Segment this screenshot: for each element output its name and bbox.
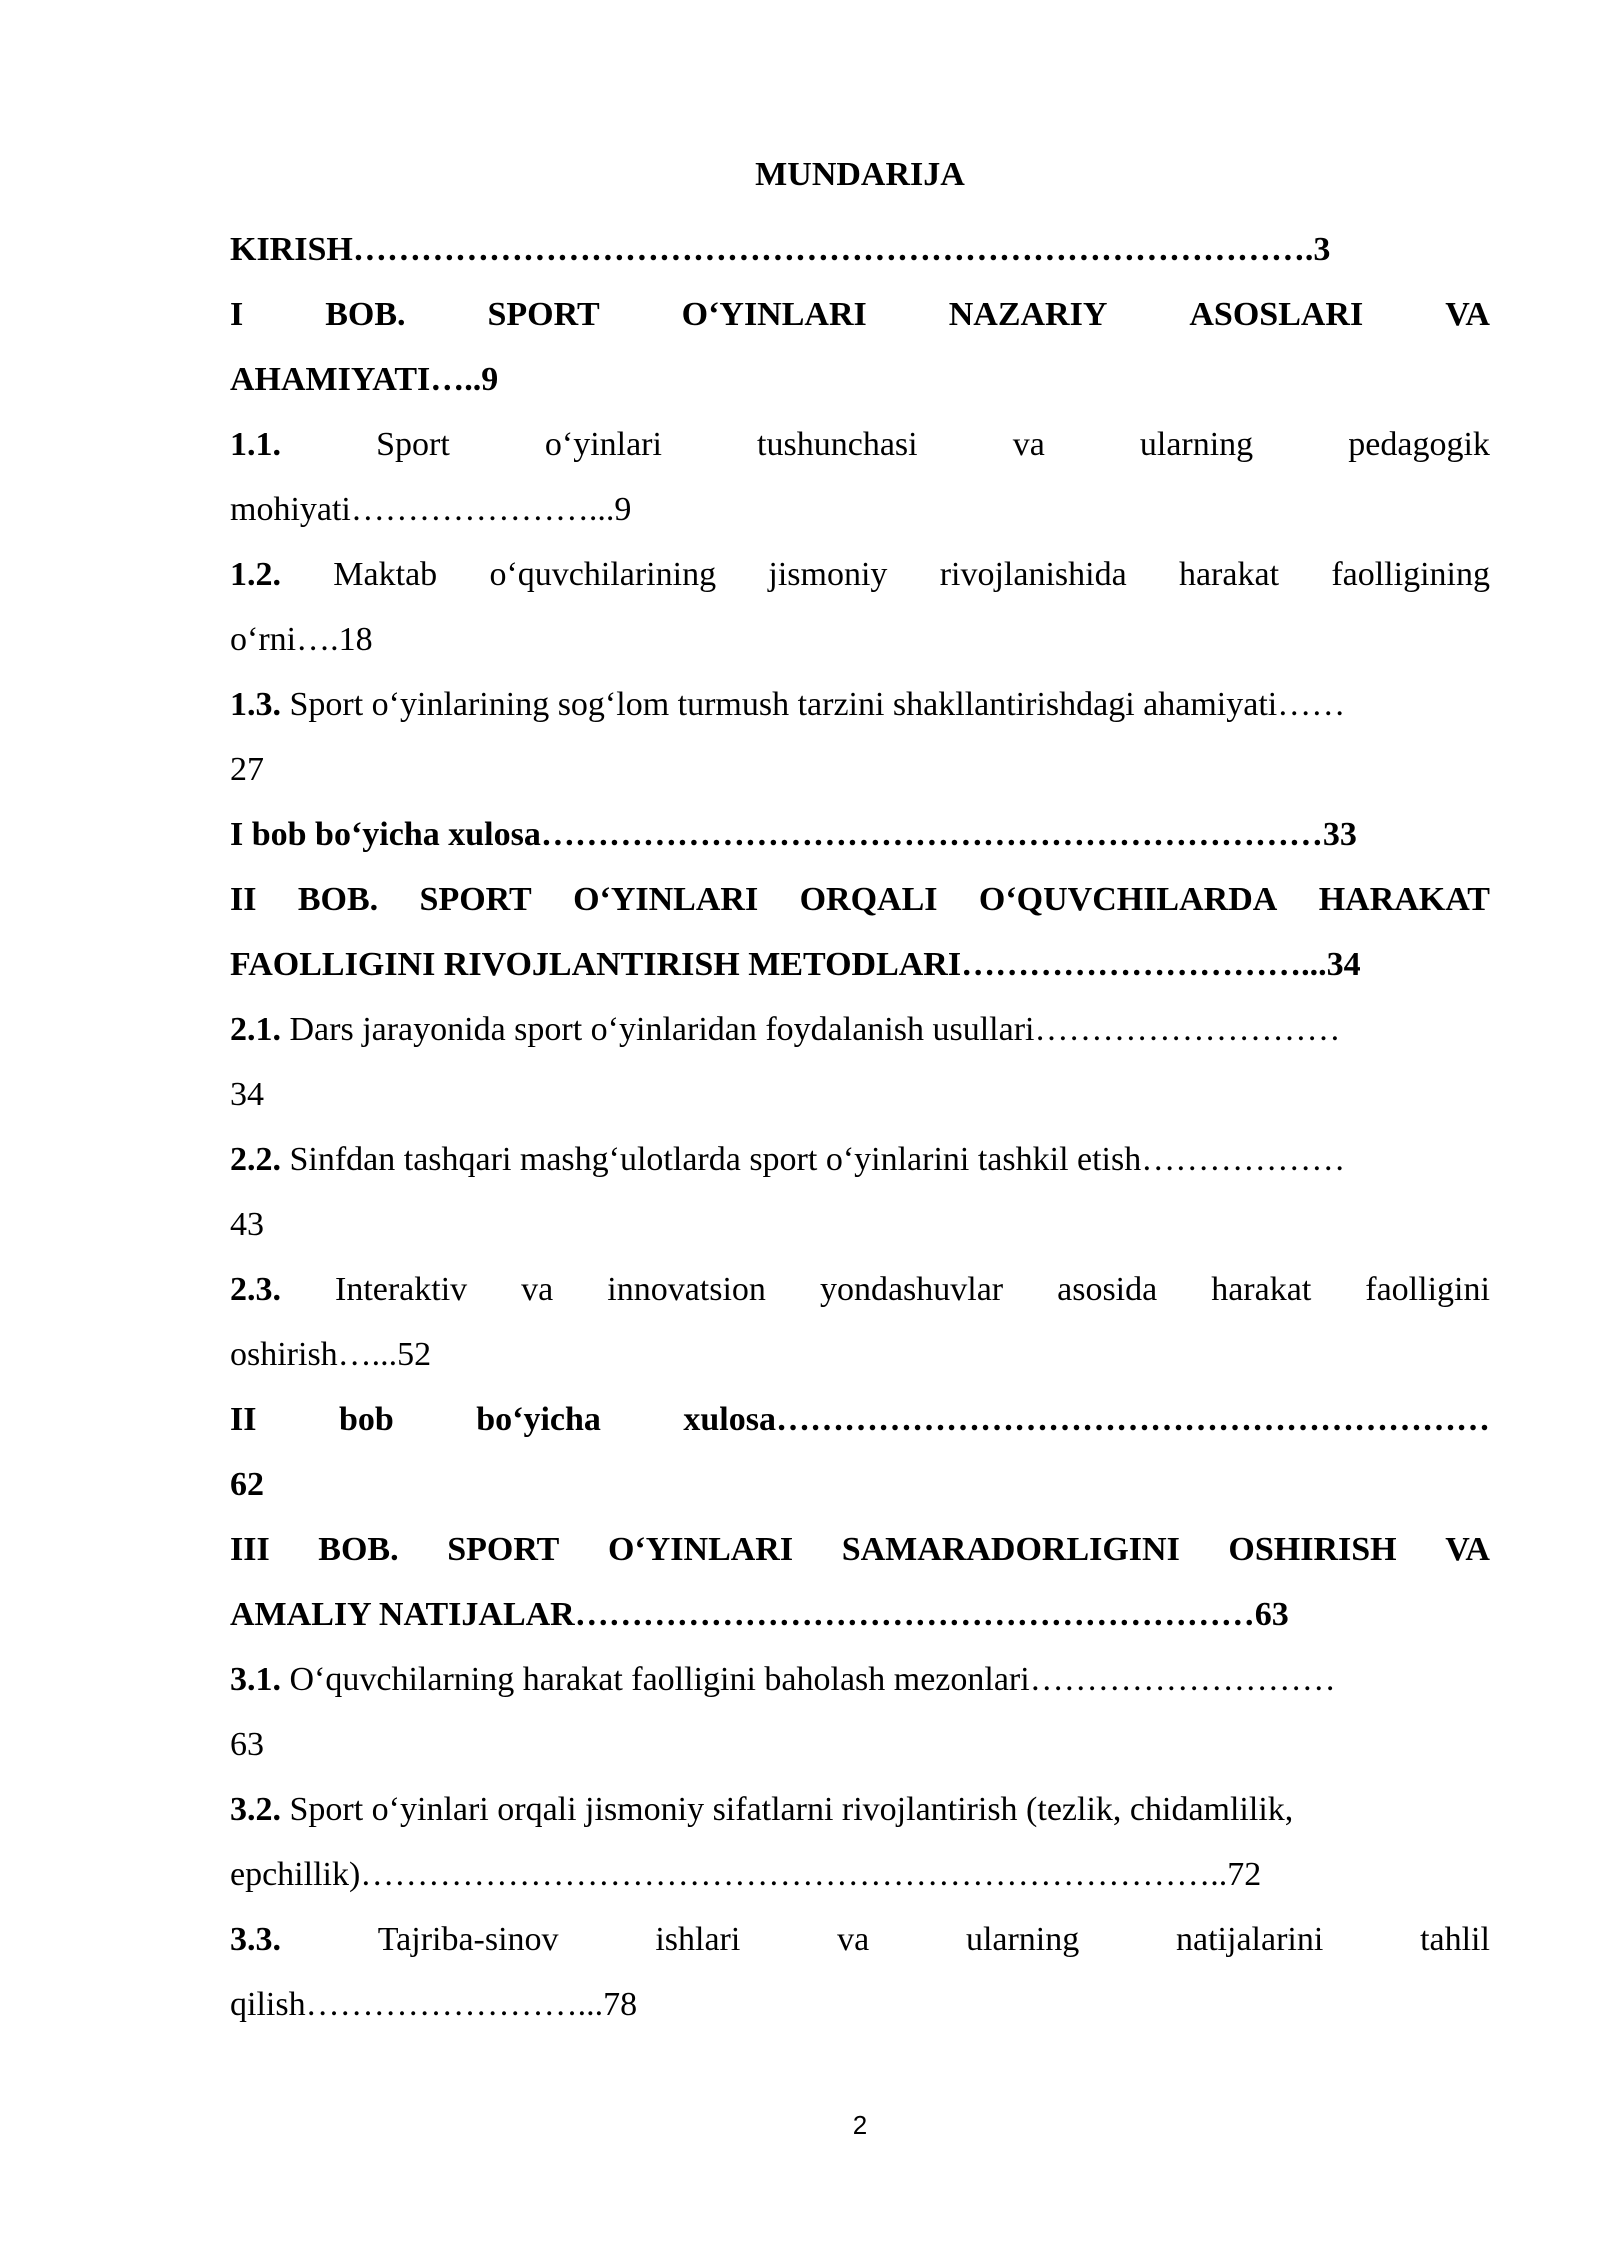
page-title: MUNDARIJA — [755, 156, 965, 193]
toc-word: bo‘yicha — [476, 1401, 601, 1438]
toc-word: o‘yinlari — [544, 426, 662, 463]
toc-entry-chapter-3-continued[interactable]: AMALIY NATIJALAR……………………………………………………63 — [230, 1596, 1289, 1633]
toc-entry-chapter-2-continued[interactable]: FAOLLIGINI RIVOJLANTIRISH METODLARI…………………………...34 — [230, 946, 1361, 983]
toc-word: NAZARIY — [948, 296, 1108, 333]
toc-entry-2-2-page[interactable]: 43 — [230, 1206, 264, 1243]
toc-word: VA — [1445, 1531, 1490, 1568]
toc-word: ASOSLARI — [1189, 296, 1364, 333]
toc-word: O‘YINLARI — [681, 296, 867, 333]
toc-entry-chapter-2[interactable] — [230, 867, 1490, 932]
toc-entry-3-1-page[interactable]: 63 — [230, 1726, 264, 1763]
toc-word: ularning — [1139, 426, 1254, 463]
toc-entry-2-2[interactable] — [230, 1127, 1490, 1192]
section-number: 1.2. — [230, 556, 281, 593]
toc-word: asosida — [1057, 1271, 1158, 1308]
toc-word: OSHIRISH — [1228, 1531, 1397, 1568]
toc-entry-chapter-1[interactable] — [230, 282, 1490, 347]
toc-word: Maktab — [333, 556, 438, 593]
toc-entry-3-3[interactable] — [230, 1907, 1490, 1972]
toc-word: II — [230, 881, 257, 918]
section-title: Sinfdan tashqari mashg‘ulotlarda sport o‘yinlarini tashkil etish……………… — [289, 1141, 1346, 1178]
toc-word: O‘YINLARI — [573, 881, 759, 918]
toc-word: natijalarini — [1176, 1921, 1324, 1958]
toc-word: o‘quvchilarining — [489, 556, 717, 593]
toc-word: ORQALI — [799, 881, 938, 918]
toc-word: SPORT — [447, 1531, 560, 1568]
toc-word: va — [1012, 426, 1045, 463]
toc-word: innovatsion — [607, 1271, 766, 1308]
toc-word: va — [837, 1921, 870, 1958]
section-title: Dars jarayonida sport o‘yinlaridan foydalanish usullari……………………… — [289, 1011, 1341, 1048]
toc-entry-3-1[interactable] — [230, 1647, 1490, 1712]
table-of-contents — [230, 217, 1490, 2037]
toc-entry-1-1-continued[interactable]: mohiyati…………………...9 — [230, 491, 632, 528]
toc-word: faolligining — [1331, 556, 1490, 593]
toc-entry-kirish[interactable]: KIRISH………………………………………………………………………….3 — [230, 231, 1331, 268]
toc-word: harakat — [1178, 556, 1280, 593]
toc-word: O‘QUVCHILARDA — [978, 881, 1278, 918]
toc-entry-1-3[interactable] — [230, 672, 1490, 737]
toc-word: xulosa……………………………………………………… — [683, 1401, 1490, 1438]
toc-word: va — [521, 1271, 554, 1308]
toc-word: ularning — [965, 1921, 1080, 1958]
toc-word: SAMARADORLIGINI — [841, 1531, 1180, 1568]
section-title: Sport o‘yinlari orqali jismoniy sifatlarni rivojlantirish (tezlik, chidamlilik, — [289, 1791, 1294, 1828]
section-number: 3.1. — [230, 1661, 290, 1698]
section-number: 3.2. — [230, 1791, 290, 1828]
section-number: 2.2. — [230, 1141, 290, 1178]
section-title: Sport o‘yinlarining sog‘lom turmush tarzini shakllantirishdagi ahamiyati…… — [289, 686, 1346, 723]
toc-entry-chapter-1-conclusion[interactable]: I bob bo‘yicha xulosa……………………………………………………………33 — [230, 816, 1357, 853]
toc-word: O‘YINLARI — [607, 1531, 794, 1568]
toc-entry-chapter-3[interactable] — [230, 1517, 1490, 1582]
toc-entry-1-1[interactable] — [230, 412, 1490, 477]
section-number: 1.3. — [230, 686, 290, 723]
toc-word: tushunchasi — [757, 426, 918, 463]
toc-word: yondashuvlar — [819, 1271, 1004, 1308]
toc-word: SPORT — [487, 296, 600, 333]
toc-word: BOB. — [318, 1531, 399, 1568]
toc-word: HARAKAT — [1318, 881, 1490, 918]
section-number: 3.3. — [230, 1921, 281, 1958]
toc-entry-2-1-page[interactable]: 34 — [230, 1076, 264, 1113]
toc-entry-1-3-page[interactable]: 27 — [230, 751, 264, 788]
section-number: 2.3. — [230, 1271, 281, 1308]
toc-entry-chapter-2-conclusion-page[interactable]: 62 — [230, 1466, 264, 1503]
toc-entry-1-2-continued[interactable]: o‘rni….18 — [230, 621, 373, 658]
section-number: 1.1. — [230, 426, 281, 463]
toc-entry-1-2[interactable] — [230, 542, 1490, 607]
toc-entry-chapter-1-continued[interactable]: AHAMIYATI…..9 — [230, 361, 499, 398]
section-title: O‘quvchilarning harakat faolligini baholash mezonlari……………………… — [289, 1661, 1336, 1698]
toc-word: ishlari — [655, 1921, 741, 1958]
toc-entry-2-3-continued[interactable]: oshirish…...52 — [230, 1336, 432, 1373]
page-number: 2 — [852, 2110, 868, 2140]
toc-word: VA — [1445, 296, 1490, 333]
toc-entry-3-2-continued[interactable]: epchillik)…………………………………………………………………..72 — [230, 1856, 1262, 1893]
toc-entry-3-2[interactable] — [230, 1777, 1490, 1842]
toc-word: faolligini — [1365, 1271, 1490, 1308]
toc-word: pedagogik — [1348, 426, 1490, 463]
toc-word: tahlil — [1420, 1921, 1490, 1958]
toc-word: SPORT — [419, 881, 532, 918]
toc-word: II — [230, 1401, 257, 1438]
toc-word: I — [230, 296, 244, 333]
toc-word: Sport — [376, 426, 450, 463]
toc-entry-chapter-2-conclusion[interactable] — [230, 1387, 1490, 1452]
toc-word: BOB. — [325, 296, 406, 333]
toc-word: Interaktiv — [335, 1271, 468, 1308]
toc-entry-2-1[interactable] — [230, 997, 1490, 1062]
toc-entry-3-3-continued[interactable]: qilish……………………...78 — [230, 1986, 638, 2023]
toc-word: rivojlanishida — [939, 556, 1127, 593]
toc-word: harakat — [1211, 1271, 1312, 1308]
toc-word: III — [230, 1531, 270, 1568]
toc-word: BOB. — [297, 881, 379, 918]
toc-word: bob — [338, 1401, 394, 1438]
toc-word: jismoniy — [768, 556, 888, 593]
toc-word: Tajriba-sinov — [377, 1921, 559, 1958]
section-number: 2.1. — [230, 1011, 290, 1048]
toc-entry-2-3[interactable] — [230, 1257, 1490, 1322]
